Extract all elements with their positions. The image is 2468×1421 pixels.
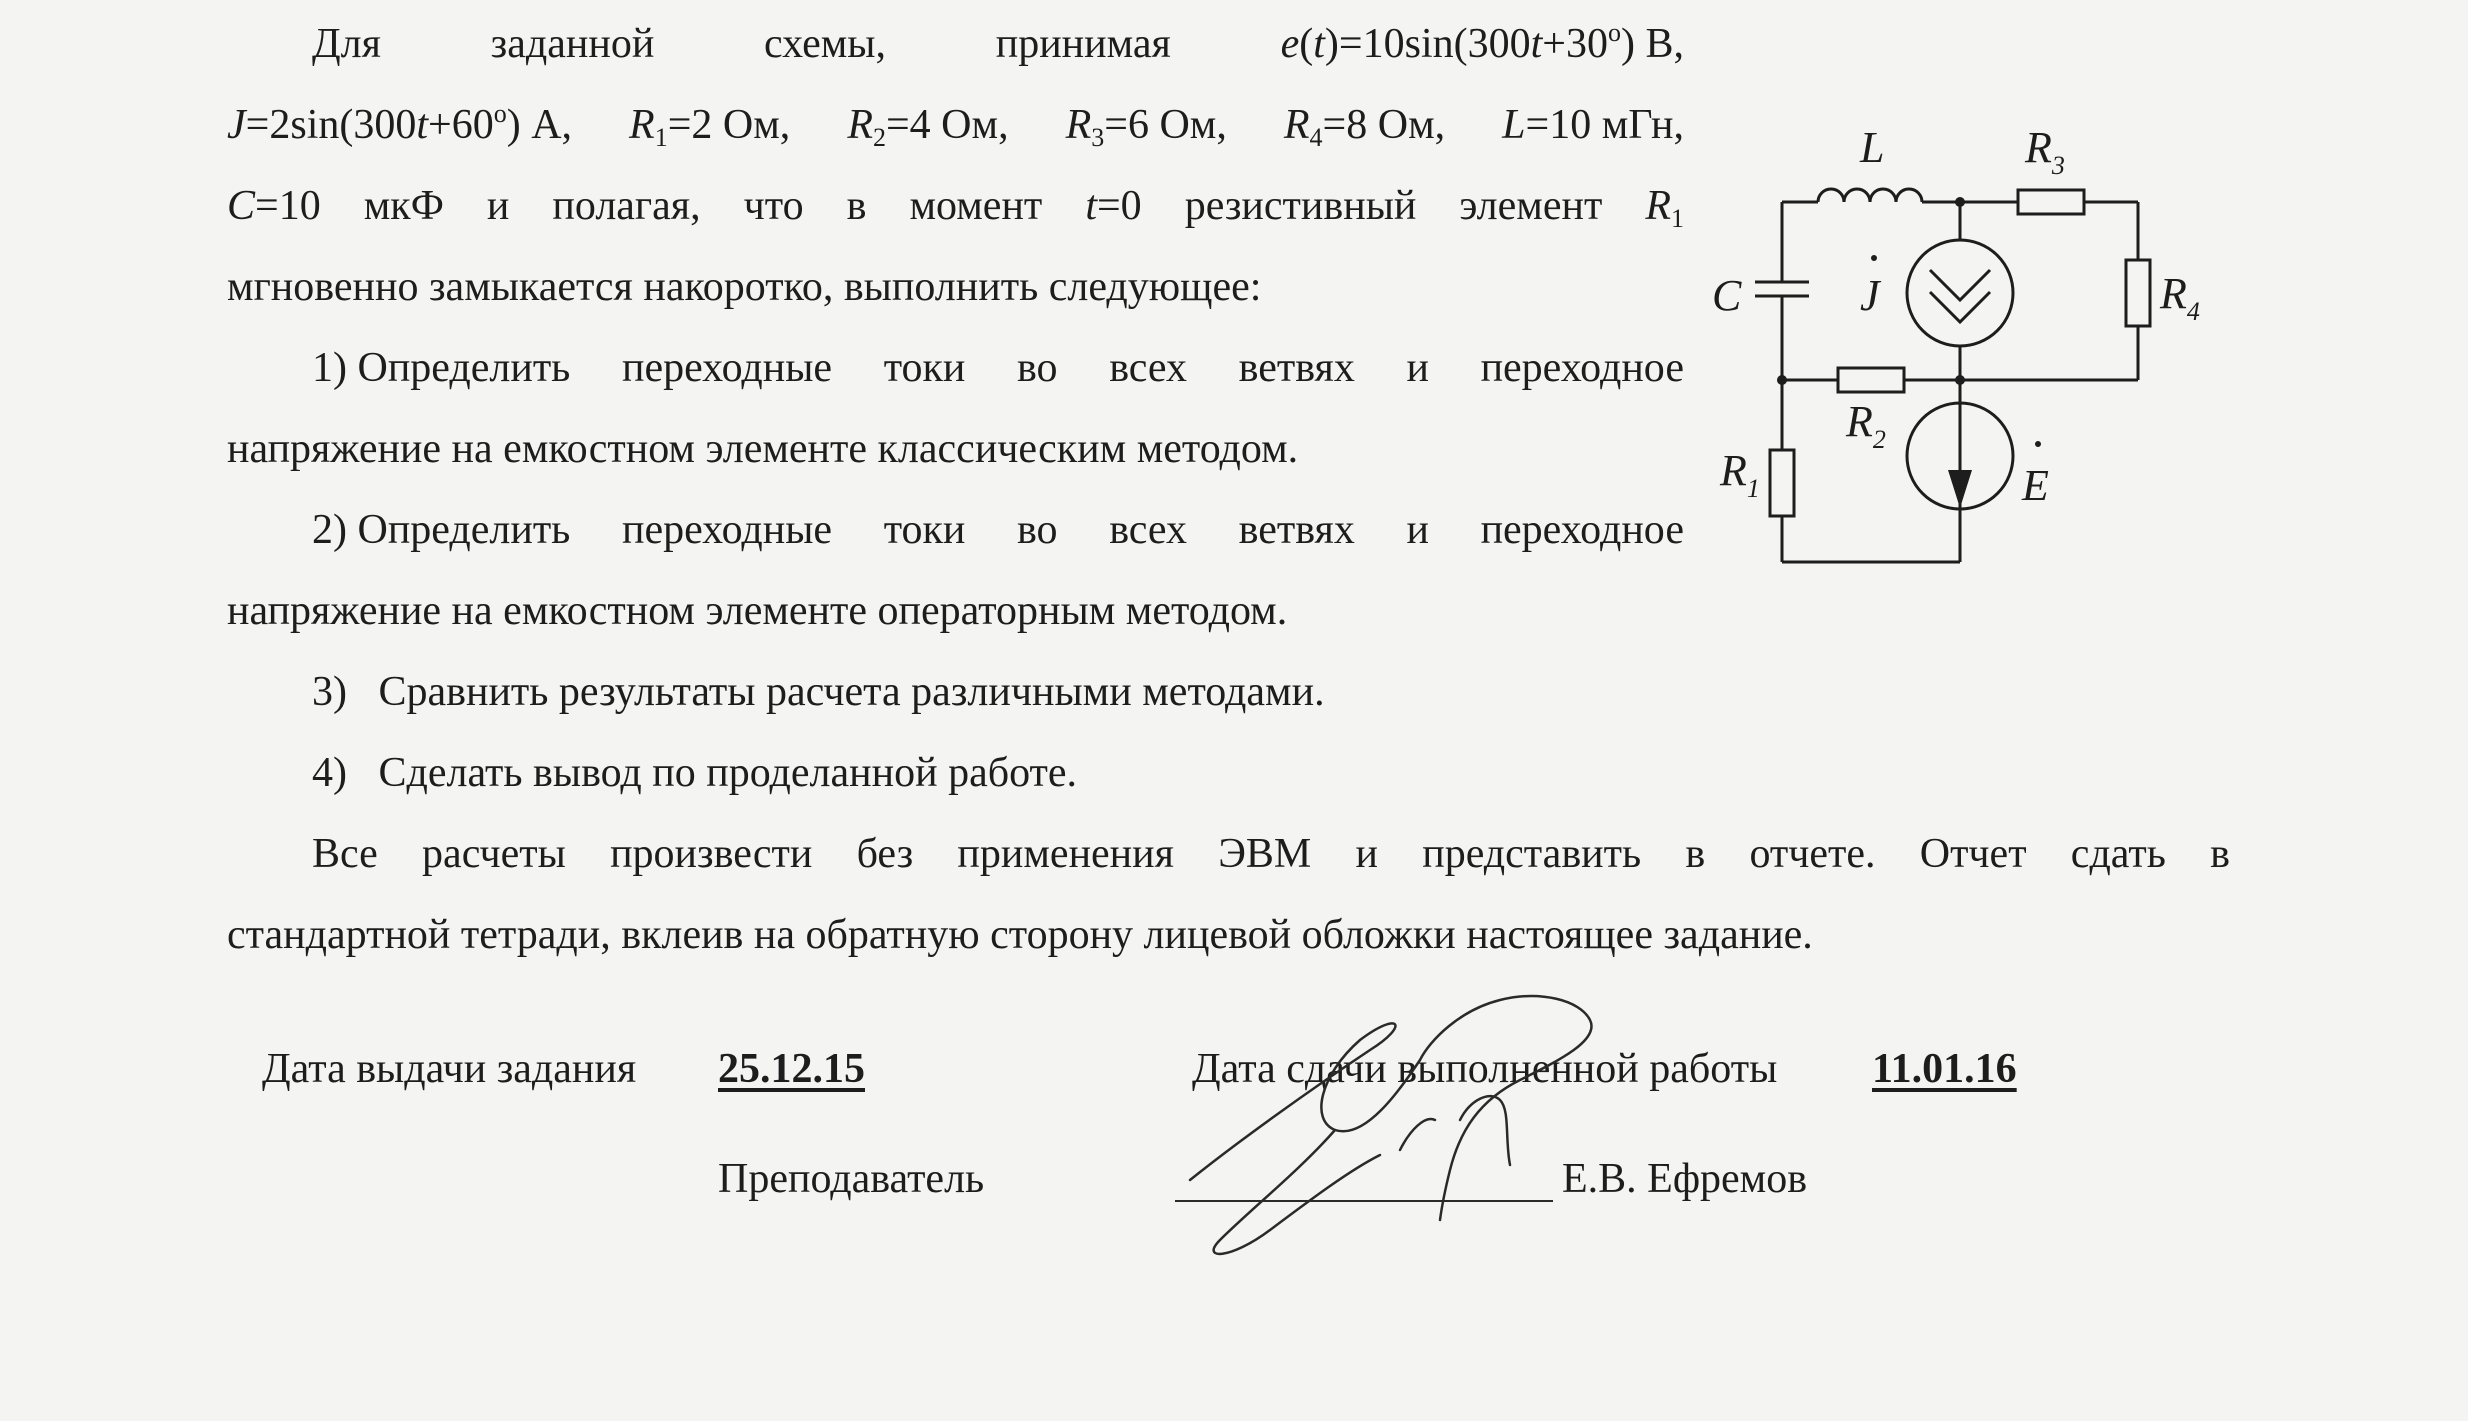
word: что	[743, 183, 804, 229]
handwritten-signature	[1160, 980, 1640, 1280]
current-source-j	[1907, 240, 2013, 346]
item-4: 4) Сделать вывод по проделанной работе.	[312, 750, 1078, 796]
item-1-line-2: напряжение на емкостном элементе классическим методом.	[227, 426, 1299, 472]
r4-value: $R_4=8$ Ом,	[1283, 102, 1446, 152]
word: в	[846, 183, 867, 229]
r1-value: $R_1=2$ Ом,	[629, 102, 791, 152]
label-l: L	[1860, 123, 1885, 172]
label-r1: $R_1$	[1720, 446, 1760, 503]
l-value: L=10 мГн,	[1502, 102, 1684, 148]
r3-value: $R_3=6$ Ом,	[1065, 102, 1227, 152]
word: принимая	[995, 21, 1171, 67]
word: и	[486, 183, 510, 229]
due-date-label: Дата сдачи выполненной работы	[1192, 1046, 1778, 1092]
task-line-4: мгновенно замыкается накоротко, выполнить следующее:	[227, 264, 1262, 310]
phasor-dot	[2035, 441, 2041, 447]
circuit-diagram	[1700, 110, 2260, 580]
word: заданной	[490, 21, 655, 67]
node	[1777, 375, 1787, 385]
final-line-2: стандартной тетради, вклеив на обратную сторону лицевой обложки настоящее задание.	[227, 912, 1813, 958]
word: мкФ	[363, 183, 444, 229]
item-3: 3) Сравнить результаты расчета различными методами.	[312, 669, 1325, 715]
teacher-name: Е.В. Ефремов	[1562, 1156, 1808, 1202]
word: элемент	[1459, 183, 1603, 229]
arrow-down-icon	[1948, 470, 1972, 508]
due-date-value: 11.01.16	[1872, 1046, 2017, 1092]
label-r4: $R_4$	[2160, 269, 2200, 326]
resistor-r1	[1770, 450, 1794, 516]
issue-date-label: Дата выдачи задания	[262, 1046, 637, 1092]
label-r3: $R_3$	[2025, 123, 2065, 180]
word: момент	[909, 183, 1043, 229]
task-line-1	[312, 20, 1684, 68]
r1-ref: $R_1$	[1645, 183, 1684, 233]
c-value: C=10	[227, 183, 321, 229]
issue-date-value: 25.12.15	[718, 1046, 865, 1092]
word: резистивный	[1184, 183, 1417, 229]
word: Для	[312, 21, 381, 67]
word: полагая,	[552, 183, 701, 229]
task-line-3	[227, 182, 1684, 233]
r2-value: $R_2=4$ Ом,	[847, 102, 1009, 152]
node	[1955, 375, 1965, 385]
item-1-line-1: 1) Определить переходные токи во всех ветвях и переходное	[312, 345, 1684, 391]
phasor-dot	[1871, 255, 1877, 261]
inductor-l	[1818, 189, 1922, 202]
resistor-r3	[2018, 190, 2084, 214]
item-2-line-2: напряжение на емкостном элементе операторным методом.	[227, 588, 1288, 634]
node	[1955, 197, 1965, 207]
final-line-1: Все расчеты произвести без применения ЭВМ и представить в отчете. Отчет сдать в	[312, 831, 2230, 877]
resistor-r4	[2126, 260, 2150, 326]
teacher-label: Преподаватель	[718, 1156, 985, 1202]
label-r2: $R_2$	[1846, 397, 1886, 454]
word: схемы,	[764, 21, 887, 67]
task-line-2	[227, 99, 1684, 152]
t-value: t=0	[1085, 183, 1142, 229]
label-j: J	[1860, 271, 1880, 320]
current-source-formula: $J=2\sin(300t+60^o)$ А,	[227, 99, 573, 148]
item-2-line-1: 2) Определить переходные токи во всех ветвях и переходное	[312, 507, 1684, 553]
emf-formula: $e(t)=10\sin(300t+30^o)$ В,	[1280, 18, 1684, 67]
label-c: C	[1712, 271, 1742, 320]
resistor-r2	[1838, 368, 1904, 392]
label-e: E	[2022, 461, 2049, 510]
double-arrow-icon	[1930, 270, 1990, 322]
